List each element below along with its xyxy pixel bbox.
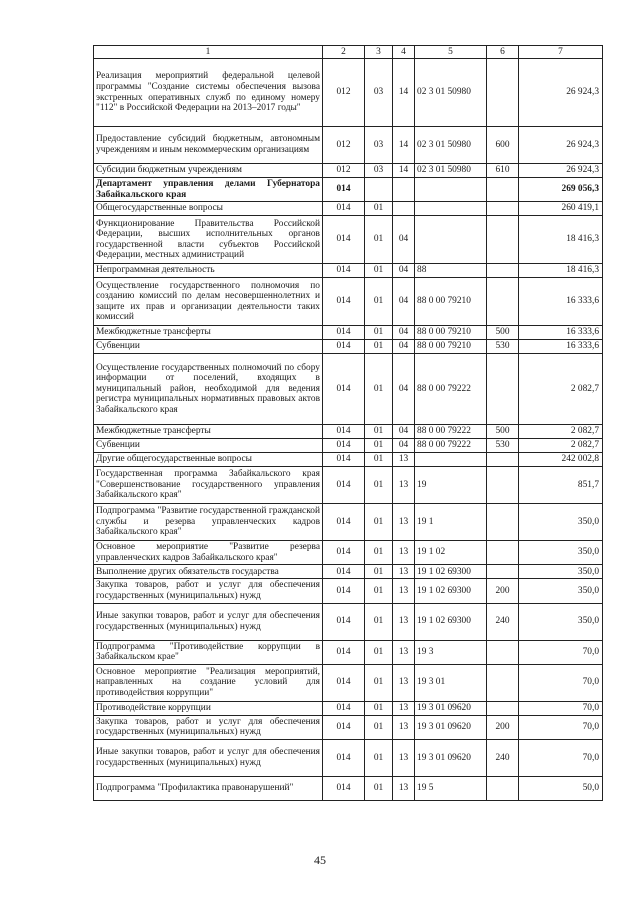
row-name: Основное мероприятие "Развитие резерва управленческих кадров Забайкальского края" <box>94 541 323 565</box>
row-name: Субвенции <box>94 439 323 453</box>
column-target-article: 19 1 02 69300 <box>415 603 487 640</box>
column-section: 01 <box>365 541 393 565</box>
column-section: 01 <box>365 439 393 453</box>
column-amount: 2 082,7 <box>519 439 603 453</box>
row-name: Государственная программа Забайкальского края "Совершенствование государственного управления Забайкальского края" <box>94 467 323 504</box>
column-target-article: 88 0 00 79210 <box>415 326 487 340</box>
row-name: Закупка товаров, работ и услуг для обеспечения государственных (муниципальных) нужд <box>94 579 323 603</box>
column-subsection <box>393 178 415 202</box>
column-subsection: 04 <box>393 326 415 340</box>
header-cell: 5 <box>415 46 487 59</box>
table-row <box>94 127 603 164</box>
column-target-article: 88 0 00 79210 <box>415 278 487 326</box>
table-row <box>94 278 603 326</box>
column-target-article <box>415 216 487 264</box>
column-target-article <box>415 453 487 467</box>
header-cell: 6 <box>487 46 519 59</box>
table-row <box>94 776 603 800</box>
row-name: Реализация мероприятий федеральной целевой программы "Создание системы обеспечения вызова экстренных оперативных служб по единому номеру "112" в Российской Федерации на 2013–2017 годы" <box>94 59 323 127</box>
column-target-article: 02 3 01 50980 <box>415 164 487 178</box>
column-section: 01 <box>365 664 393 701</box>
column-amount: 350,0 <box>519 541 603 565</box>
column-admin-code: 014 <box>323 453 365 467</box>
column-expense-type <box>487 216 519 264</box>
column-expense-type: 530 <box>487 439 519 453</box>
header-cell: 3 <box>365 46 393 59</box>
column-admin-code: 014 <box>323 579 365 603</box>
column-amount: 350,0 <box>519 565 603 579</box>
column-admin-code: 014 <box>323 354 365 425</box>
table-row <box>94 467 603 504</box>
column-amount: 26 924,3 <box>519 59 603 127</box>
column-target-article: 88 <box>415 264 487 278</box>
column-admin-code: 012 <box>323 127 365 164</box>
column-section: 01 <box>365 565 393 579</box>
column-subsection: 04 <box>393 439 415 453</box>
table-row <box>94 202 603 216</box>
column-target-article: 19 5 <box>415 776 487 800</box>
header-cell: 1 <box>94 46 323 59</box>
column-section: 01 <box>365 579 393 603</box>
column-target-article <box>415 202 487 216</box>
column-amount: 70,0 <box>519 739 603 776</box>
column-expense-type <box>487 565 519 579</box>
column-amount: 26 924,3 <box>519 164 603 178</box>
column-subsection: 14 <box>393 164 415 178</box>
table-row <box>94 216 603 264</box>
table-row <box>94 541 603 565</box>
column-admin-code: 014 <box>323 264 365 278</box>
column-amount: 851,7 <box>519 467 603 504</box>
column-amount: 2 082,7 <box>519 425 603 439</box>
column-section: 01 <box>365 354 393 425</box>
column-expense-type: 500 <box>487 326 519 340</box>
row-name: Иные закупки товаров, работ и услуг для обеспечения государственных (муниципальных) нужд <box>94 603 323 640</box>
column-target-article: 02 3 01 50980 <box>415 59 487 127</box>
column-target-article: 19 1 02 69300 <box>415 565 487 579</box>
column-subsection: 13 <box>393 715 415 739</box>
column-expense-type: 530 <box>487 340 519 354</box>
column-section: 01 <box>365 340 393 354</box>
column-section: 03 <box>365 127 393 164</box>
table-row <box>94 739 603 776</box>
column-target-article: 19 <box>415 467 487 504</box>
column-amount: 70,0 <box>519 640 603 664</box>
row-name: Межбюджетные трансферты <box>94 326 323 340</box>
column-amount: 70,0 <box>519 715 603 739</box>
table-row <box>94 326 603 340</box>
row-name: Осуществление государственного полномочия по созданию комиссий по делам несовершеннолетних и защите их прав и организации деятельности таких комиссий <box>94 278 323 326</box>
column-subsection: 13 <box>393 541 415 565</box>
row-name: Выполнение других обязательств государства <box>94 565 323 579</box>
column-expense-type <box>487 59 519 127</box>
column-section: 01 <box>365 264 393 278</box>
column-expense-type <box>487 504 519 541</box>
table-row <box>94 354 603 425</box>
column-target-article: 19 3 <box>415 640 487 664</box>
table-row <box>94 425 603 439</box>
column-subsection: 13 <box>393 664 415 701</box>
column-amount: 260 419,1 <box>519 202 603 216</box>
column-admin-code: 014 <box>323 640 365 664</box>
table-row <box>94 59 603 127</box>
column-admin-code: 014 <box>323 715 365 739</box>
row-name: Функционирование Правительства Российской Федерации, высших исполнительных органов государственной власти субъектов Российской Федерации, местных администраций <box>94 216 323 264</box>
row-name: Общегосударственные вопросы <box>94 202 323 216</box>
column-admin-code: 014 <box>323 565 365 579</box>
row-name: Субсидии бюджетным учреждениям <box>94 164 323 178</box>
column-expense-type <box>487 664 519 701</box>
column-subsection: 13 <box>393 453 415 467</box>
column-subsection: 13 <box>393 565 415 579</box>
column-admin-code: 014 <box>323 340 365 354</box>
column-expense-type <box>487 178 519 202</box>
column-amount: 16 333,6 <box>519 340 603 354</box>
page-number: 45 <box>314 853 326 867</box>
column-admin-code: 014 <box>323 216 365 264</box>
column-admin-code: 014 <box>323 739 365 776</box>
row-name: Межбюджетные трансферты <box>94 425 323 439</box>
column-amount: 26 924,3 <box>519 127 603 164</box>
row-name: Предоставление субсидий бюджетным, автономным учреждениям и иным некоммерческим организациям <box>94 127 323 164</box>
column-admin-code: 014 <box>323 202 365 216</box>
table-row <box>94 579 603 603</box>
column-target-article: 19 3 01 <box>415 664 487 701</box>
column-target-article: 19 1 02 69300 <box>415 579 487 603</box>
column-admin-code: 014 <box>323 326 365 340</box>
column-amount: 16 333,6 <box>519 326 603 340</box>
column-expense-type: 500 <box>487 425 519 439</box>
column-amount: 350,0 <box>519 603 603 640</box>
column-target-article: 19 3 01 09620 <box>415 701 487 715</box>
column-admin-code: 014 <box>323 504 365 541</box>
table-row <box>94 701 603 715</box>
column-target-article: 19 3 01 09620 <box>415 715 487 739</box>
column-target-article: 88 0 00 79222 <box>415 439 487 453</box>
table-row <box>94 264 603 278</box>
column-section: 01 <box>365 603 393 640</box>
row-name: Подпрограмма "Развитие государственной гражданской службы и резерва управленческих кадров Забайкальского края" <box>94 504 323 541</box>
column-amount: 70,0 <box>519 701 603 715</box>
column-admin-code: 014 <box>323 178 365 202</box>
header-cell: 4 <box>393 46 415 59</box>
column-admin-code: 014 <box>323 425 365 439</box>
column-amount: 70,0 <box>519 664 603 701</box>
column-target-article: 88 0 00 79210 <box>415 340 487 354</box>
row-name: Противодействие коррупции <box>94 701 323 715</box>
column-subsection <box>393 202 415 216</box>
column-section: 03 <box>365 164 393 178</box>
column-admin-code: 014 <box>323 701 365 715</box>
column-section: 03 <box>365 59 393 127</box>
column-subsection: 13 <box>393 640 415 664</box>
column-subsection: 14 <box>393 127 415 164</box>
column-section: 01 <box>365 715 393 739</box>
column-expense-type: 240 <box>487 739 519 776</box>
column-section: 01 <box>365 278 393 326</box>
column-amount: 242 002,8 <box>519 453 603 467</box>
column-amount: 269 056,3 <box>519 178 603 202</box>
table-row <box>94 565 603 579</box>
row-name: Осуществление государственных полномочий по сбору информации от поселений, входящих в муниципальный район, необходимой для ведения регистра муниципальных нормативных правовых актов Забайкальского края <box>94 354 323 425</box>
column-expense-type <box>487 278 519 326</box>
table-row <box>94 453 603 467</box>
column-section: 01 <box>365 326 393 340</box>
column-expense-type <box>487 640 519 664</box>
column-amount: 350,0 <box>519 504 603 541</box>
column-section: 01 <box>365 216 393 264</box>
column-subsection: 13 <box>393 579 415 603</box>
column-expense-type <box>487 264 519 278</box>
header-cell: 2 <box>323 46 365 59</box>
column-section: 01 <box>365 202 393 216</box>
column-subsection: 13 <box>393 603 415 640</box>
column-section: 01 <box>365 453 393 467</box>
column-subsection: 14 <box>393 59 415 127</box>
column-expense-type: 610 <box>487 164 519 178</box>
row-name: Другие общегосударственные вопросы <box>94 453 323 467</box>
column-target-article: 19 3 01 09620 <box>415 739 487 776</box>
column-target-article: 19 1 02 <box>415 541 487 565</box>
table-row <box>94 504 603 541</box>
column-expense-type <box>487 776 519 800</box>
column-amount: 350,0 <box>519 579 603 603</box>
table-row <box>94 178 603 202</box>
budget-table <box>93 45 603 801</box>
column-target-article <box>415 178 487 202</box>
column-subsection: 04 <box>393 264 415 278</box>
column-expense-type <box>487 467 519 504</box>
column-target-article: 19 1 <box>415 504 487 541</box>
column-amount: 18 416,3 <box>519 264 603 278</box>
column-admin-code: 014 <box>323 664 365 701</box>
column-expense-type <box>487 453 519 467</box>
column-expense-type <box>487 202 519 216</box>
column-admin-code: 014 <box>323 278 365 326</box>
column-expense-type <box>487 354 519 425</box>
table-row <box>94 640 603 664</box>
column-subsection: 13 <box>393 776 415 800</box>
column-subsection: 04 <box>393 340 415 354</box>
column-subsection: 13 <box>393 504 415 541</box>
column-expense-type: 200 <box>487 579 519 603</box>
column-section: 01 <box>365 640 393 664</box>
column-section: 01 <box>365 504 393 541</box>
header-row <box>94 46 603 59</box>
table-row <box>94 664 603 701</box>
column-amount: 2 082,7 <box>519 354 603 425</box>
column-subsection: 13 <box>393 739 415 776</box>
column-section: 01 <box>365 701 393 715</box>
header-cell: 7 <box>519 46 603 59</box>
column-subsection: 04 <box>393 278 415 326</box>
column-admin-code: 012 <box>323 164 365 178</box>
column-section <box>365 178 393 202</box>
column-subsection: 04 <box>393 425 415 439</box>
column-subsection: 13 <box>393 701 415 715</box>
table-row <box>94 715 603 739</box>
column-target-article: 02 3 01 50980 <box>415 127 487 164</box>
table-row <box>94 603 603 640</box>
column-amount: 16 333,6 <box>519 278 603 326</box>
column-target-article: 88 0 00 79222 <box>415 425 487 439</box>
column-target-article: 88 0 00 79222 <box>415 354 487 425</box>
column-section: 01 <box>365 467 393 504</box>
column-admin-code: 014 <box>323 541 365 565</box>
column-section: 01 <box>365 739 393 776</box>
column-subsection: 04 <box>393 216 415 264</box>
row-name: Закупка товаров, работ и услуг для обеспечения государственных (муниципальных) нужд <box>94 715 323 739</box>
column-expense-type: 240 <box>487 603 519 640</box>
column-section: 01 <box>365 776 393 800</box>
row-name: Субвенции <box>94 340 323 354</box>
column-admin-code: 012 <box>323 59 365 127</box>
row-name: Иные закупки товаров, работ и услуг для обеспечения государственных (муниципальных) нужд <box>94 739 323 776</box>
column-amount: 50,0 <box>519 776 603 800</box>
column-expense-type <box>487 541 519 565</box>
column-expense-type: 200 <box>487 715 519 739</box>
column-section: 01 <box>365 425 393 439</box>
column-admin-code: 014 <box>323 439 365 453</box>
table-row <box>94 439 603 453</box>
table-row <box>94 164 603 178</box>
column-admin-code: 014 <box>323 603 365 640</box>
table-row <box>94 340 603 354</box>
row-name: Подпрограмма "Профилактика правонарушений" <box>94 776 323 800</box>
column-expense-type: 600 <box>487 127 519 164</box>
column-admin-code: 014 <box>323 776 365 800</box>
column-subsection: 13 <box>393 467 415 504</box>
row-name: Подпрограмма "Противодействие коррупции в Забайкальском крае" <box>94 640 323 664</box>
row-name: Непрограммная деятельность <box>94 264 323 278</box>
column-amount: 18 416,3 <box>519 216 603 264</box>
row-name: Департамент управления делами Губернатора Забайкальского края <box>94 178 323 202</box>
column-admin-code: 014 <box>323 467 365 504</box>
column-subsection: 04 <box>393 354 415 425</box>
row-name: Основное мероприятие "Реализация мероприятий, направленных на создание условий для противодействия коррупции" <box>94 664 323 701</box>
column-expense-type <box>487 701 519 715</box>
